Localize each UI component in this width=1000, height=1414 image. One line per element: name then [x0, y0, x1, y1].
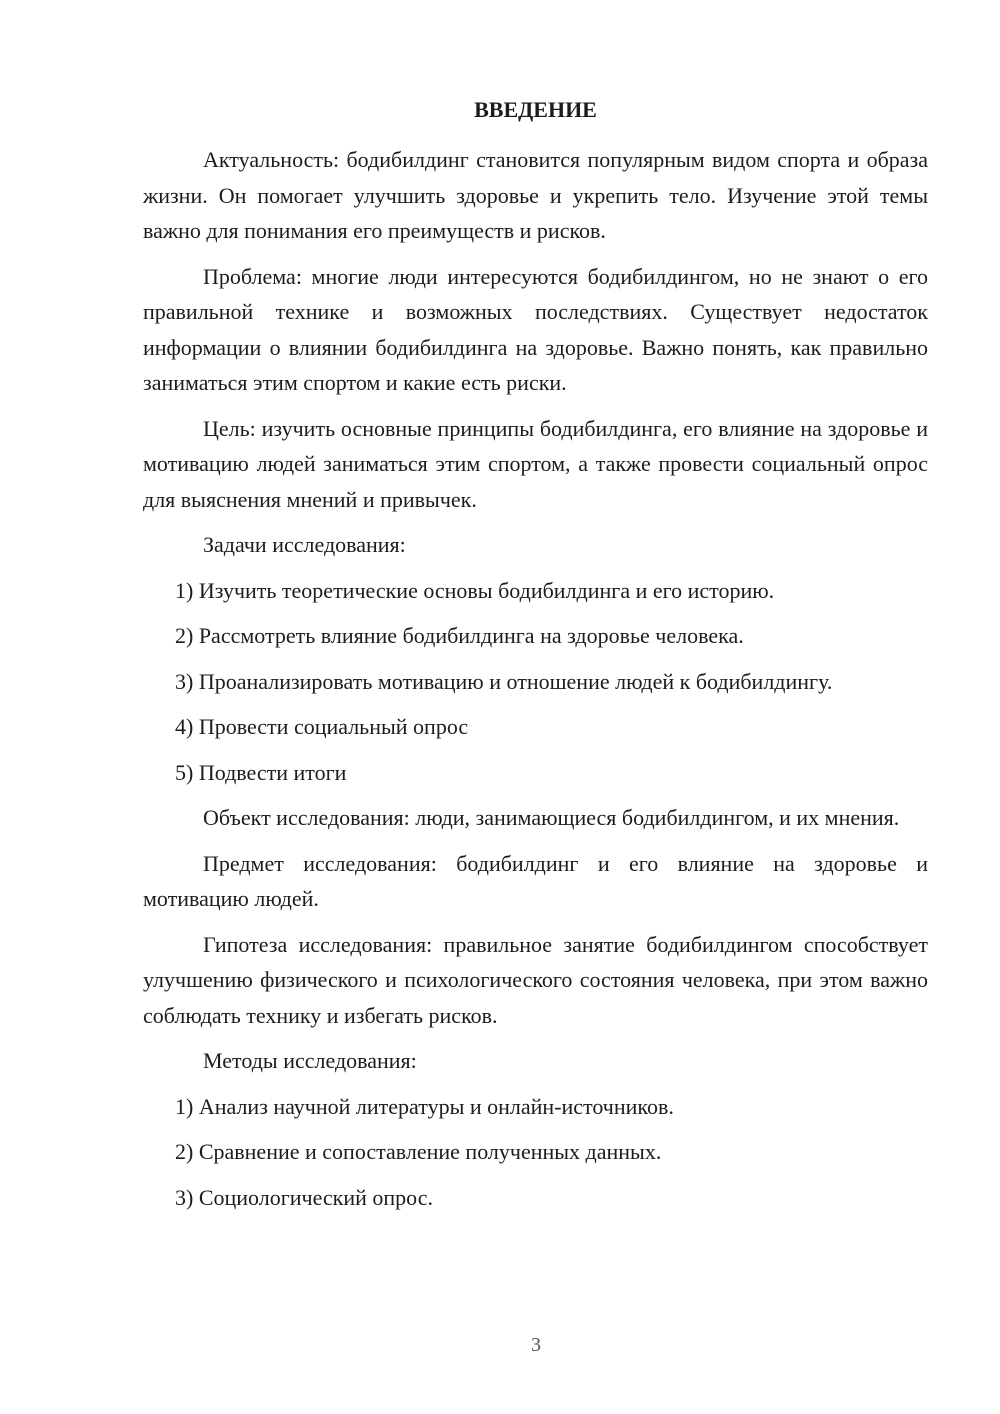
paragraph-problem: Проблема: многие люди интересуются бодибилдингом, но не знают о его правильной технике и возможных последствиях. Существует недостаток информации о влиянии бодибилдинга на здоровье. Важно понять, как правильно заниматься этим спортом и какие есть риски. [143, 263, 928, 395]
paragraph-goal: Цель: изучить основные принципы бодибилдинга, его влияние на здоровье и мотивацию людей заниматься этим спортом, а также провести социальный опрос для выяснения мнений и привычек. [143, 415, 928, 512]
paragraph-subject: Предмет исследования: бодибилдинг и его влияние на здоровье и мотивацию людей. [143, 850, 928, 911]
page-number: 3 [531, 1334, 541, 1356]
methods-heading: Методы исследования: [203, 1048, 417, 1073]
paragraph-object: Объект исследования: люди, занимающиеся бодибилдингом, и их мнения. [203, 805, 900, 830]
section-title: ВВЕДЕНИЕ [474, 97, 597, 122]
list-item: 3) Проанализировать мотивацию и отношение людей к бодибилдингу. [175, 668, 833, 694]
list-item: 1) Изучить теоретические основы бодибилдинга и его историю. [175, 577, 775, 603]
list-item: 3) Социологический опрос. [175, 1184, 433, 1210]
methods-list [143, 1089, 928, 1216]
paragraph-relevance: Актуальность: бодибилдинг становится популярным видом спорта и образа жизни. Он помогает улучшить здоровье и укрепить тело. Изучение этой темы важно для понимания его преимуществ и рисков. [143, 147, 928, 243]
list-item: 5) Подвести итоги [175, 759, 347, 785]
list-item: 1) Анализ научной литературы и онлайн-источников. [175, 1093, 674, 1119]
tasks-list [143, 573, 928, 791]
list-item: 4) Провести социальный опрос [175, 714, 469, 739]
tasks-heading: Задачи исследования: [203, 532, 406, 557]
paragraph-hypothesis: Гипотеза исследования: правильное занятие бодибилдингом способствует улучшению физического и психологического состояния человека, при этом важно соблюдать технику и избегать рисков. [143, 931, 928, 1028]
document-page [143, 95, 928, 1225]
list-item: 2) Рассмотреть влияние бодибилдинга на здоровье человека. [175, 623, 744, 648]
list-item: 2) Сравнение и сопоставление полученных данных. [175, 1139, 662, 1164]
